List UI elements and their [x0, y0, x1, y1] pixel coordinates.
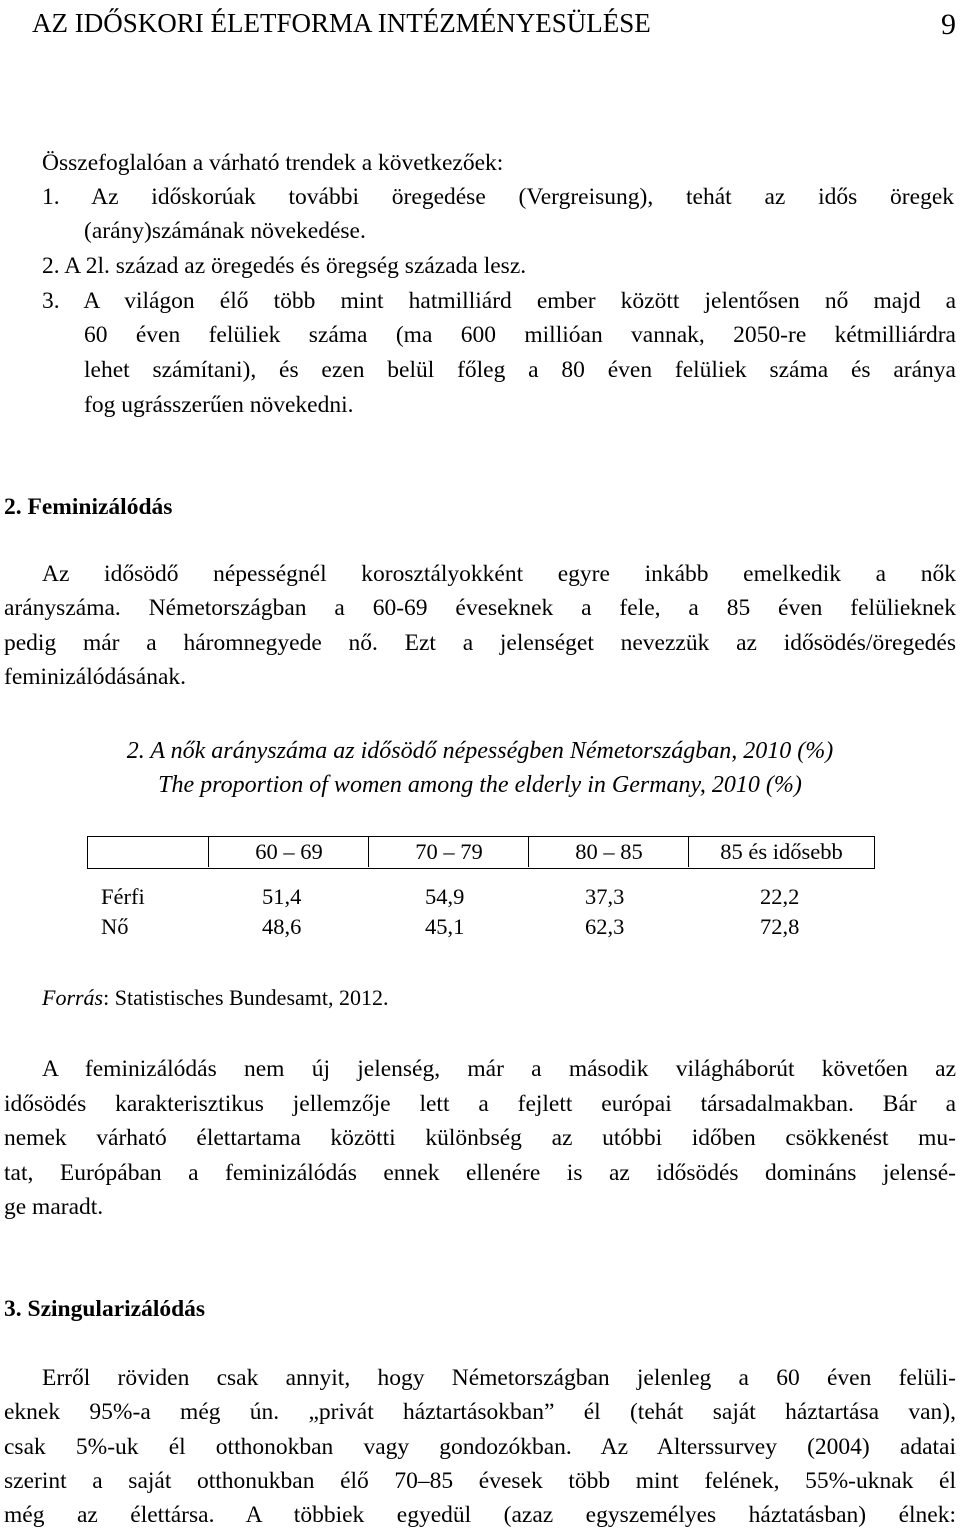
section-3-paragraph-line-3: csak 5%-uk él otthonokban vagy gondozókban. Az Alterssurvey (2004) adatai: [4, 1434, 956, 1460]
feminization-paragraph-line-2: idősödés karakterisztikus jellemzője lett a fejlett európai társadalmakban. Bár a: [4, 1091, 956, 1117]
column-header-80-85: 80 – 85: [528, 837, 689, 867]
table-cell: 22,2: [760, 884, 800, 909]
table-cell: 62,3: [585, 914, 625, 939]
table-source: [42, 981, 389, 1016]
row-label: Nő: [101, 914, 129, 939]
table-cell: 48,6: [262, 914, 302, 939]
table-row-ferfi: [0, 882, 960, 912]
section-2-heading: 2. Feminizálódás: [4, 494, 173, 520]
feminization-paragraph-line-4: tat, Európában a feminizálódás ennek ellenére is az idősödés domináns jelensé-: [4, 1160, 956, 1186]
column-header-85-plus: 85 és idősebb: [688, 837, 874, 867]
feminization-paragraph-line-3: nemek várható élettartama közötti különbség az utóbbi időben csökkenést mu-: [4, 1125, 956, 1151]
table-header-row: [87, 836, 875, 869]
table-cell: 51,4: [262, 884, 302, 909]
row-label: Férfi: [101, 884, 145, 909]
table-row-no: [0, 912, 960, 942]
summary-item-2: 2. A 2l. század az öregedés és öregség százada lesz.: [42, 253, 527, 279]
section-3-paragraph-line-2: eknek 95%-a még ún. „privát háztartásokban” él (tehát saját háztartása van),: [4, 1399, 956, 1425]
summary-item-3-line-3: lehet számítani), és ezen belül főleg a 80 éven felüliek száma és aránya: [84, 357, 956, 383]
summary-item-1-line-1: 1. Az időskorúak további öregedése (Vergreisung), tehát az idős öregek: [42, 184, 954, 210]
summary-item-1-line-2: (arány)számának növekedése.: [84, 218, 366, 244]
summary-item-3-line-4: fog ugrásszerűen növekedni.: [84, 392, 354, 418]
table-cell: 45,1: [425, 914, 465, 939]
summary-item-3-line-1: 3. A világon élő több mint hatmilliárd ember között jelentősen nő majd a: [42, 288, 956, 314]
source-label: Forrás: [42, 985, 104, 1010]
section-2-paragraph-line-1: Az idősödő népességnél korosztályokként egyre inkább emelkedik a nők: [42, 561, 956, 587]
column-header-70-79: 70 – 79: [368, 837, 529, 867]
table-cell: 54,9: [425, 884, 465, 909]
section-3-heading: 3. Szingularizálódás: [4, 1296, 206, 1322]
section-2-paragraph-line-4: feminizálódásának.: [4, 664, 187, 690]
feminization-paragraph-line-5: ge maradt.: [4, 1194, 104, 1220]
running-header: [0, 6, 960, 40]
summary-intro: Összefoglalóan a várható trendek a következőek:: [42, 150, 504, 176]
summary-item-3-line-2: 60 éven felüliek száma (ma 600 millióan vannak, 2050-re kétmilliárdra: [84, 322, 956, 348]
section-3-paragraph-line-4: szerint a saját otthonukban élő 70–85 évesek több mint felének, 55%-uknak él: [4, 1468, 956, 1494]
section-2-paragraph-line-3: pedig már a háromnegyede nő. Ezt a jelenséget nevezzük az idősödés/öregedés: [4, 630, 956, 656]
page-number: 9: [941, 8, 956, 41]
section-3-paragraph-line-5: még az élettársa. A többiek egyedül (azaz egyszemélyes háztatásban) élnek:: [4, 1502, 956, 1528]
section-3-paragraph-line-1: Erről röviden csak annyit, hogy Németországban jelenleg a 60 éven felüli-: [42, 1365, 956, 1391]
table-cell: 72,8: [760, 914, 800, 939]
table-caption-hungarian: 2. A nők arányszáma az idősödő népességben Németországban, 2010 (%): [126, 738, 834, 764]
table-caption-english: The proportion of women among the elderly in Germany, 2010 (%): [158, 772, 802, 798]
header-title: AZ IDŐSKORI ÉLETFORMA INTÉZMÉNYESÜLÉSE: [32, 8, 651, 38]
feminization-paragraph-line-1: A feminizálódás nem új jelenség, már a második világháborút követően az: [42, 1056, 956, 1082]
column-header-60-69: 60 – 69: [208, 837, 369, 867]
source-text: : Statistisches Bundesamt, 2012.: [103, 985, 389, 1010]
table-cell: 37,3: [585, 884, 625, 909]
section-2-paragraph-line-2: arányszáma. Németországban a 60-69 éveseknek a fele, a 85 éven felülieknek: [4, 595, 956, 621]
